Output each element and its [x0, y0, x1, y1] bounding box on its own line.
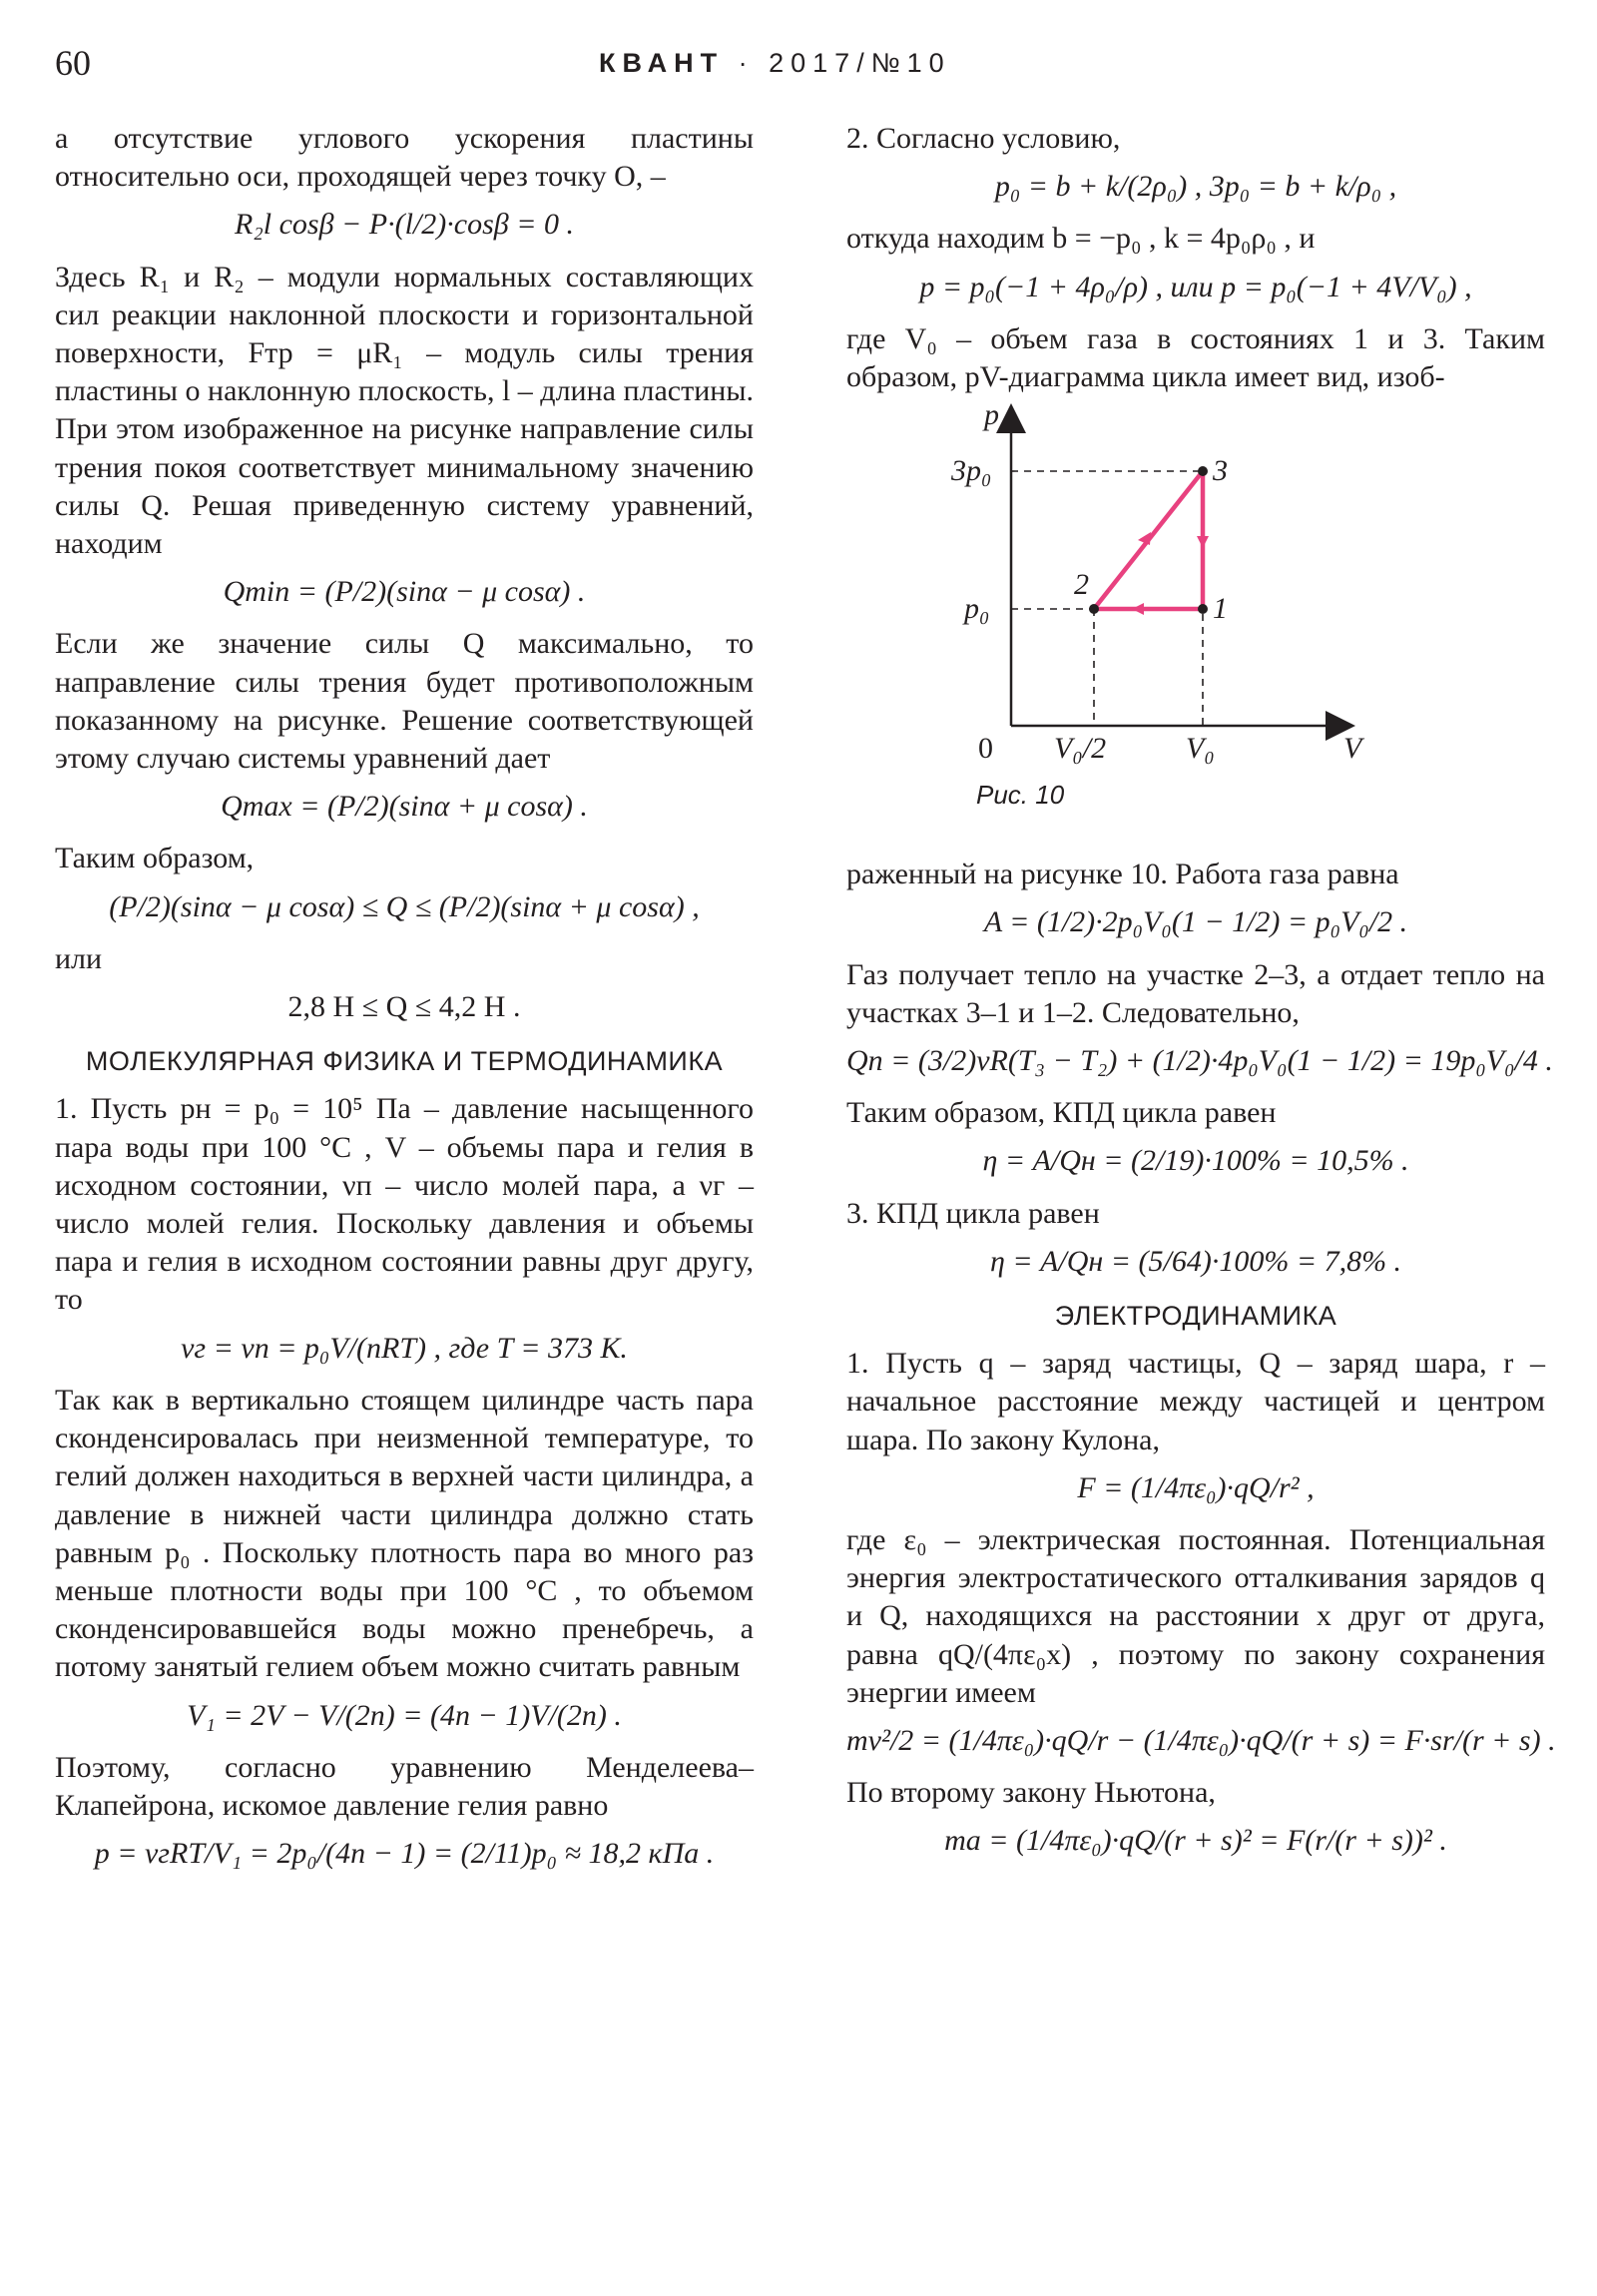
right-equation-9	[846, 1822, 1545, 1860]
journal-header	[599, 48, 951, 79]
label-point-2: 2	[1074, 568, 1089, 602]
journal-name: КВАНТ	[599, 48, 725, 78]
left-equation-3	[55, 788, 754, 826]
left-equation-7	[55, 1697, 754, 1735]
equation-inequality: (P/2)(sinα − μ cosα) ≤ Q ≤ (P/2)(sinα + μ cosα) ,	[109, 889, 700, 923]
equation-conditions: p₀ = b + k/(2ρ₀) , 3p₀ = b + k/ρ₀ ,	[994, 170, 1397, 204]
tick-3p0: 3p₀	[951, 454, 992, 488]
point-2	[1089, 604, 1099, 614]
point-1	[1198, 604, 1208, 614]
right-equation-8	[846, 1722, 1556, 1760]
figure-caption: Рис. 10	[976, 780, 1065, 811]
left-equation-2	[55, 573, 754, 611]
left-paragraph-2: Здесь R₁ и R₂ – модули нормальных составляющих сил реакции наклонной плоскости и горизонтальной поверхности, Fтр = μR₁ – модуль силы трения пластины о наклонную плоскость, l – длина пластины. При этом изображенное на рисунке направление силы трения покоя соответствует минимальному значению силы Q. Решая приведенную систему уравнений, находим	[55, 260, 754, 561]
left-paragraph-6: 1. Пусть pн = p₀ = 10⁵ Па – давление насыщенного пара воды при 100 °С , V – объемы пара и гелия в исходном состоянии, νп – число молей пара, а νг – число молей гелия. Поскольку давления и объемы пара и гелия в исходном состоянии равны друг другу, то	[55, 1092, 754, 1317]
equation-heat: Qп = (3/2)νR(T₃ − T₂) + (1/2)·4p₀V₀(1 − 1/2) = 19p₀V₀/4 .	[846, 1044, 1553, 1078]
right-equation-3	[846, 903, 1545, 941]
section-heading-electro: ЭЛЕКТРОДИНАМИКА	[1054, 1301, 1337, 1332]
equation-efficiency-1: η = A/Qн = (2/19)·100% = 10,5% .	[982, 1144, 1409, 1178]
equation-pressure-volume: p = p₀(−1 + 4ρ₀/ρ) , или p = p₀(−1 + 4V/V₀) ,	[919, 270, 1472, 303]
label-point-1: 1	[1213, 592, 1228, 626]
equation-result: 2,8 Н ≤ Q ≤ 4,2 Н .	[287, 990, 521, 1024]
left-paragraph-4: Таким образом,	[55, 842, 255, 875]
right-column	[846, 120, 1556, 1875]
right-paragraph-9: где ε₀ – электрическая постоянная. Потенциальная энергия электростатического отталкивания зарядов q и Q, находящихся на расстоянии x друг от друга, равна qQ/(4πε₀x) , поэтому по закону сохранения энергии имеем	[846, 1523, 1545, 1709]
right-equation-7	[846, 1469, 1545, 1507]
left-column	[55, 120, 754, 1887]
equation-efficiency-2: η = A/Qн = (5/64)·100% = 7,8% .	[989, 1244, 1402, 1278]
right-paragraph-4: раженный на рисунке 10. Работа газа равна	[846, 858, 1399, 891]
right-equation-6	[846, 1243, 1545, 1281]
left-equation-6	[55, 1330, 754, 1368]
right-paragraph-6: Таким образом, КПД цикла равен	[846, 1096, 1277, 1130]
right-equation-1	[846, 168, 1545, 206]
right-equation-4	[846, 1042, 1553, 1080]
equation-volume: V₁ = 2V − V/(2n) = (4n − 1)V/(2n) .	[187, 1698, 622, 1732]
right-equation-2	[846, 269, 1545, 306]
pv-diagram	[951, 396, 1415, 816]
right-paragraph-1: 2. Согласно условию,	[846, 122, 1121, 155]
section-heading-thermo: МОЛЕКУЛЯРНАЯ ФИЗИКА И ТЕРМОДИНАМИКА	[85, 1046, 724, 1077]
left-paragraph-8: Поэтому, согласно уравнению Менделеева–Клапейрона, искомое давление гелия равно	[55, 1750, 754, 1822]
point-3	[1198, 466, 1208, 476]
tick-v0-half: V₀/2	[1054, 732, 1107, 766]
right-paragraph-2: откуда находим b = −p₀ , k = 4p₀ρ₀ , и	[846, 222, 1316, 256]
equation-pressure: p = νгRT/V₁ = 2p₀/(4n − 1) = (2/11)p₀ ≈ 18,2 кПа .	[94, 1837, 715, 1871]
left-paragraph-1: а отсутствие углового ускорения пластины относительно оси, проходящей через точку O, –	[55, 122, 754, 194]
right-paragraph-5: Газ получает тепло на участке 2–3, а отдает тепло на участках 3–1 и 1–2. Следовательно,	[846, 957, 1545, 1029]
left-paragraph-5: или	[55, 941, 103, 975]
page-number: 60	[55, 43, 91, 83]
journal-issue: · 2017/№10	[738, 48, 951, 78]
figure-10	[846, 396, 1545, 856]
label-point-3: 3	[1213, 454, 1228, 488]
equation-moles: νг = νп = p₀V/(nRT) , где T = 373 К.	[181, 1331, 628, 1365]
equation-qmax: Qmax = (P/2)(sinα + μ cosα) .	[221, 790, 588, 824]
equation-newton: ma = (1/4πε₀)·qQ/(r + s)² = F(r/(r + s))² .	[944, 1824, 1447, 1858]
origin-label: 0	[978, 732, 993, 766]
right-paragraph-7: 3. КПД цикла равен	[846, 1196, 1100, 1230]
right-paragraph-10: По второму закону Ньютона,	[846, 1776, 1216, 1810]
axis-p-label: p	[984, 398, 999, 432]
right-equation-5	[846, 1142, 1545, 1180]
left-paragraph-3: Если же значение силы Q максимально, то направление силы трения будет противоположным показанному на рисунке. Решение соответствующей этому случаю системы уравнений дает	[55, 627, 754, 776]
equation-energy: mv²/2 = (1/4πε₀)·qQ/r − (1/4πε₀)·qQ/(r + s) = F·sr/(r + s) .	[846, 1724, 1556, 1758]
right-paragraph-8: 1. Пусть q – заряд частицы, Q – заряд шара, r – начальное расстояние между частицей и центром шара. По закону Кулона,	[846, 1347, 1545, 1456]
equation-coulomb: F = (1/4πε₀)·qQ/r² ,	[1077, 1470, 1315, 1504]
left-equation-8	[55, 1835, 754, 1873]
left-equation-1	[55, 206, 754, 244]
right-paragraph-3: где V₀ – объем газа в состояниях 1 и 3. Таким образом, pV-диаграмма цикла имеет вид, изоб-	[846, 321, 1545, 394]
axis-v-label: V	[1343, 732, 1362, 766]
equation-qmin: Qmin = (P/2)(sinα − μ cosα) .	[223, 575, 586, 609]
tick-p0: p₀	[964, 592, 990, 626]
tick-v0: V₀	[1186, 732, 1215, 766]
left-equation-5	[55, 988, 754, 1026]
left-paragraph-7: Так как в вертикально стоящем цилиндре часть пара сконденсировалась при неизменной температуре, то гелий должен находиться в верхней части цилиндра, а давление в нижней части цилиндра должно стать равным p₀ . Поскольку плотность пара во много раз меньше плотности воды при 100 °С , то объемом сконденсировавшейся воды можно пренебречь, а потому занятый гелием объем можно считать равным	[55, 1383, 754, 1684]
equation-torque: R₂l cosβ − P·(l/2)·cosβ = 0 .	[235, 208, 574, 242]
left-equation-4	[55, 888, 754, 926]
equation-work: A = (1/2)·2p₀V₀(1 − 1/2) = p₀V₀/2 .	[983, 905, 1408, 939]
